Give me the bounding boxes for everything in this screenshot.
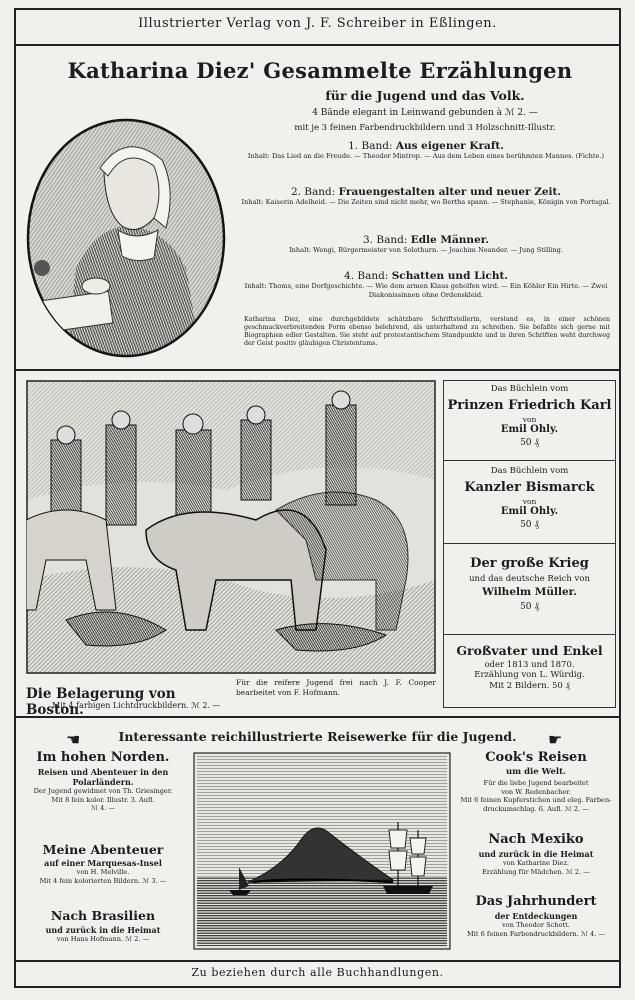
- volume-contents: Inhalt: Kaiserin Adelheid. — Die Zeiten sind nicht mehr, wo Bertha spann. — Stephanie, Königin von Portugal.: [241, 198, 611, 206]
- book-von: von: [522, 415, 537, 424]
- publisher-header: Illustrierter Verlag von J. F. Schreiber in Eßlingen.: [138, 16, 497, 31]
- volume-label: 3. Band:: [363, 234, 408, 246]
- book-line: von Hans Hofmann. ℳ 2. —: [56, 935, 150, 943]
- book-title: Meine Abenteuer: [42, 842, 164, 857]
- book-title: Im hohen Norden.: [36, 750, 170, 765]
- volume-4: [232, 270, 620, 299]
- book-price: Mit 2 Bildern. 50 ₰: [489, 681, 570, 691]
- book-line: von Theodor Schott.: [502, 921, 570, 929]
- book-line: und zurück in die Heimat: [45, 925, 161, 935]
- diez-illustrations: mit je 3 feinen Farbendruckbildern und 3 Holzschnitt-Illustr.: [294, 123, 556, 133]
- book-title: Prinzen Friedrich Karl: [447, 398, 612, 413]
- book-line: Mit 8 fein kolor. Illustr. 3. Aufl.: [51, 795, 155, 804]
- book-line: Mit 6 feinen Kupferstichen und eleg. Farben-druckumschlag. 6. Aufl. ℳ 2. —: [460, 796, 612, 813]
- book-von: oder 1813 und 1870.: [484, 660, 575, 670]
- book-line: um die Welt.: [505, 767, 567, 777]
- book-line: Der Jugend gewidmet von Th. Griesinger.: [33, 787, 173, 795]
- book-von: und das deutsche Reich von: [469, 574, 590, 584]
- portrait-engraving: [26, 118, 226, 358]
- volume-1: [232, 140, 620, 161]
- travel-book-norden: [18, 750, 188, 813]
- divider: [14, 369, 621, 371]
- boston-price: Mit 4 farbigen Lichtdruckbildern. ℳ 2. —: [52, 701, 221, 710]
- travel-book-abenteuer: [18, 842, 188, 885]
- book-price: 50 ₰: [520, 602, 539, 612]
- volume-title: Aus eigener Kraft.: [395, 140, 504, 152]
- travel-heading: Interessante reichillustrierte Reisewerke für die Jugend.: [118, 729, 517, 744]
- volume-label: 4. Band:: [344, 270, 389, 282]
- book-bismarck: [443, 466, 616, 530]
- diez-blurb: Katharina Diez, eine durchgebildete schätzbare Schriftstellerin, verstand es, in einer schönen geschmackverbreitenden Form ebenso belehrend, als unterhaltend zu schreiben. Sie befaßte sich gerne mit Biographien edler Gestalten. Sie steht auf protestantischem Standpunkte und in ihren Schriften weht durchweg der Geist positiv gläubigen Christentums.: [244, 316, 610, 347]
- volume-contents: Inhalt: Thoms, eine Dorfgeschichte. — Wie dem armen Klaus geholfen wird. — Ein Köhler Ein Hirte. — Zwei Diakonissinnen ohne Ordenskleid.: [244, 282, 608, 299]
- diez-subtitle: für die Jugend und das Volk.: [325, 88, 525, 103]
- book-line: Für die liebe Jugend bearbeitet: [483, 779, 589, 787]
- book-author: Erzählung von L. Würdig.: [474, 670, 585, 680]
- travel-book-brasilien: [18, 908, 188, 944]
- travel-book-cook: [452, 750, 620, 813]
- book-author: Emil Ohly.: [500, 506, 559, 517]
- travel-book-mexiko: [452, 832, 620, 876]
- divider: [14, 960, 621, 962]
- divider: [443, 634, 616, 635]
- divider: [14, 716, 621, 718]
- diez-binding: 4 Bände elegant in Leinwand gebunden à ℳ 2. —: [312, 108, 538, 118]
- boston-note: Für die reifere Jugend frei nach J. F. Cooper bearbeitet von F. Hofmann.: [236, 678, 436, 697]
- volume-label: 1. Band:: [348, 140, 393, 152]
- book-line: und zurück in die Heimat: [478, 849, 594, 859]
- book-title: Nach Mexiko: [488, 832, 584, 847]
- divider: [443, 543, 616, 544]
- book-line: Mit 4 fein kolorierten Bildern. ℳ 3. —: [39, 876, 167, 885]
- book-line: auf einer Marquesas-Insel: [44, 858, 162, 868]
- diez-title: Katharina Diez' Gesammelte Erzählungen: [67, 58, 573, 83]
- book-grosse-krieg: [443, 556, 616, 612]
- volume-contents: Inhalt: Das Lied an die Freude. — Theodor Mintrop. — Aus dem Leben eines berühmten Mannes. (Fichte.): [247, 152, 605, 160]
- pointing-hand-icon: ☚: [66, 730, 81, 749]
- book-line: von W. Redenbacher.: [501, 787, 571, 796]
- pointing-hand-icon: ☛: [548, 730, 563, 749]
- book-title: Der große Krieg: [470, 556, 589, 571]
- book-line: von H. Melville.: [76, 868, 130, 876]
- book-title: Das Jahrhundert: [475, 894, 597, 909]
- book-friedrich-karl: [443, 384, 616, 448]
- book-pre: Das Büchlein vom: [490, 384, 569, 394]
- boston-title: Die Belagerung von Boston.: [26, 686, 176, 718]
- volume-contents: Inhalt: Wengi, Bürgermeister von Solothurn. — Joachim Neander. — Jung Stilling.: [289, 246, 563, 254]
- volume-title: Edle Männer.: [410, 234, 489, 246]
- book-title: Cook's Reisen: [485, 750, 587, 765]
- book-von: von: [522, 497, 537, 506]
- book-price: 50 ₰: [520, 520, 539, 530]
- book-line: Mit 6 feinen Farbendruckbildern. ℳ 4. —: [466, 929, 605, 938]
- book-grossvater: [443, 643, 616, 691]
- footer-note: Zu beziehen durch alle Buchhandlungen.: [191, 966, 444, 979]
- book-price: ℳ 4. —: [90, 804, 116, 812]
- divider: [443, 460, 616, 461]
- volume-title: Schatten und Licht.: [391, 270, 508, 282]
- volume-3: [232, 234, 620, 255]
- divider: [14, 44, 621, 46]
- book-title: Kanzler Bismarck: [464, 480, 595, 495]
- book-line: von Katharine Diez.: [502, 859, 570, 867]
- travel-book-jahrhundert: [452, 894, 620, 938]
- book-line: Reisen und Abenteuer in den: [37, 767, 169, 777]
- book-author: Wilhelm Müller.: [482, 586, 577, 598]
- book-price: 50 ₰: [520, 438, 539, 448]
- book-line: Polarländern.: [72, 777, 134, 787]
- volume-label: 2. Band:: [290, 186, 336, 198]
- battle-illustration: [26, 380, 436, 674]
- book-line: der Entdeckungen: [494, 911, 578, 921]
- book-title: Nach Brasilien: [50, 908, 156, 923]
- book-line: Erzählung für Mädchen. ℳ 2. —: [482, 867, 590, 876]
- book-title: Großvater und Enkel: [456, 643, 603, 658]
- book-pre: Das Büchlein vom: [490, 466, 569, 476]
- book-author: Emil Ohly.: [500, 424, 559, 435]
- volume-title: Frauengestalten alter und neuer Zeit.: [338, 186, 562, 198]
- volume-2: [232, 186, 620, 207]
- ship-illustration: [193, 752, 451, 950]
